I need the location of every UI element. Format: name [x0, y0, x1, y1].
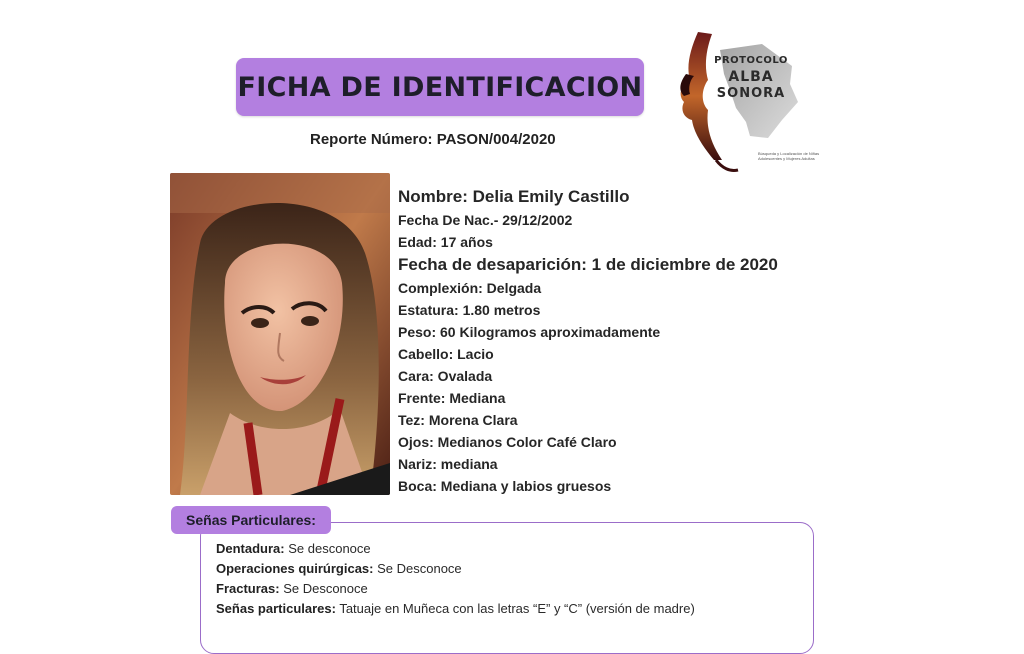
detail-cara: Cara: Ovalada: [398, 368, 493, 384]
detail-fecha-desaparicion: Fecha de desaparición: 1 de diciembre de 2020: [398, 255, 778, 274]
senas-item-value: Se Desconoce: [279, 581, 368, 596]
logo-tagline: Búsqueda y Localización de Niñas Adolescentes y Mujeres Adultas: [758, 151, 820, 161]
detail-ojos: Ojos: Medianos Color Café Claro: [398, 434, 617, 450]
senas-item-label: Operaciones quirúrgicas:: [216, 561, 374, 576]
senas-item-value: Se desconoce: [284, 541, 371, 556]
logo-line-1: PROTOCOLO: [714, 55, 788, 66]
logo-line-2: ALBA: [728, 69, 774, 85]
detail-cabello: Cabello: Lacio: [398, 346, 494, 362]
detail-nariz: Nariz: mediana: [398, 456, 498, 472]
detail-boca: Boca: Mediana y labios gruesos: [398, 478, 612, 494]
identification-details: [398, 185, 798, 497]
portrait-illustration: [170, 173, 390, 495]
detail-estatura: Estatura: 1.80 metros: [398, 302, 541, 318]
report-number-line: [310, 131, 556, 148]
detail-frente: Frente: Mediana: [398, 390, 506, 406]
senas-item-label: Fracturas:: [216, 581, 280, 596]
senas-item: [216, 539, 806, 559]
detail-edad: Edad: 17 años: [398, 234, 493, 250]
senas-item-value: Tatuaje en Muñeca con las letras “E” y “C” (versión de madre): [335, 601, 695, 616]
report-number: PASON/004/2020: [436, 131, 556, 148]
senas-particulares-list: [216, 539, 806, 619]
senas-item: [216, 579, 806, 599]
person-photo: [170, 173, 390, 495]
detail-peso: Peso: 60 Kilogramos aproximadamente: [398, 324, 661, 340]
senas-particulares-heading: Señas Particulares:: [171, 506, 331, 534]
senas-item-value: Se Desconoce: [373, 561, 462, 576]
senas-item: [216, 599, 806, 619]
logo-line-3: SONORA: [716, 86, 786, 101]
detail-complexion: Complexión: Delgada: [398, 280, 542, 296]
title-banner: [236, 58, 644, 116]
senas-item: [216, 559, 806, 579]
detail-tez: Tez: Morena Clara: [398, 412, 518, 428]
page-title: FICHA DE IDENTIFICACION: [237, 71, 643, 103]
senas-item-label: Dentadura:: [216, 541, 285, 556]
detail-nombre: Nombre: Delia Emily Castillo: [398, 187, 630, 206]
report-label: Reporte Número:: [310, 131, 433, 148]
senas-item-label: Señas particulares:: [216, 601, 336, 616]
detail-fecha-nac: Fecha De Nac.- 29/12/2002: [398, 212, 573, 228]
protocolo-alba-logo: [650, 10, 820, 180]
